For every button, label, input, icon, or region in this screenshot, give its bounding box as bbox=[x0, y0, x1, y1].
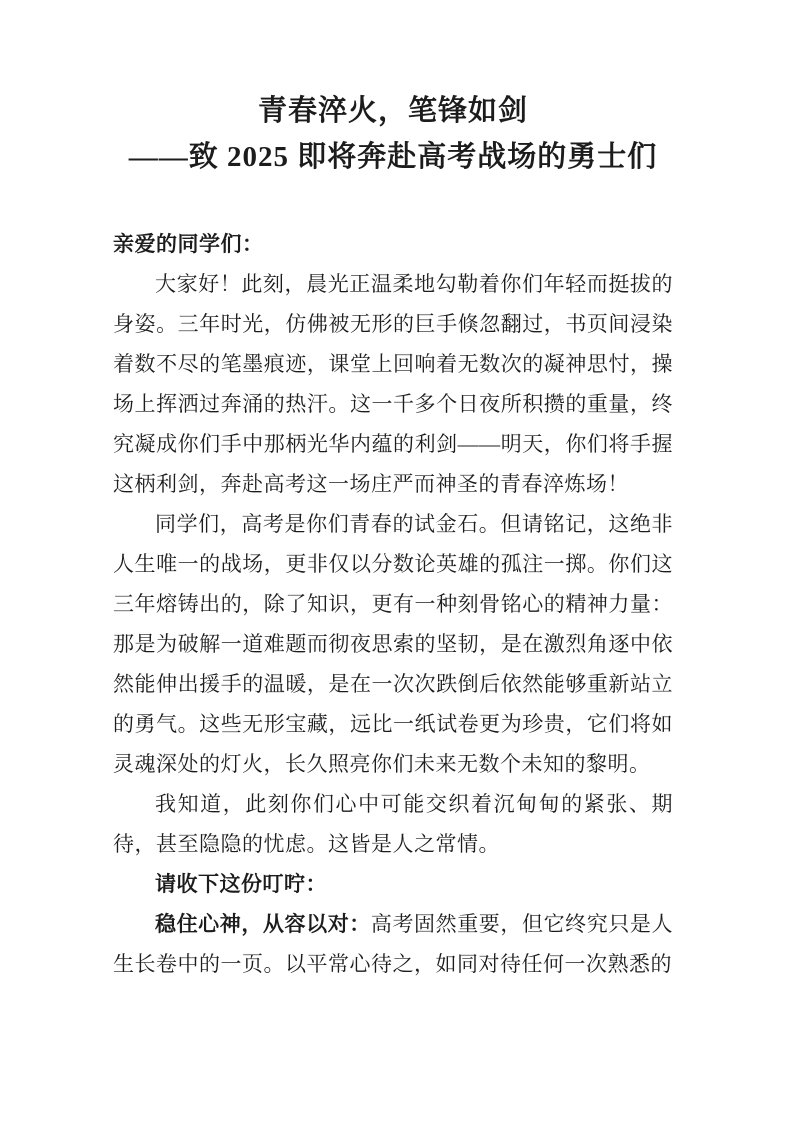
salutation: 亲爱的同学们： bbox=[113, 232, 264, 256]
title-subtitle: ——致 2025 即将奔赴高考战场的勇士们 bbox=[128, 141, 658, 173]
title-main: 青春淬火，笔锋如剑 bbox=[257, 95, 528, 127]
letter-body bbox=[113, 224, 673, 984]
tip-calm-text: 高考固然重要，但它终究只是人生长卷中的一页。以平常心待之，如同对待任何一次熟悉的 bbox=[113, 912, 674, 976]
paragraph-touchstone: 同学们，高考是你们青春的试金石。但请铭记，这绝非人生唯一的战场，更非仅以分数论英雄的孤注一掷。你们这三年熔铸出的，除了知识，更有一种刻骨铭心的精神力量：那是为破解一道难题而彻夜思索的坚韧，是在激烈角逐中依然能伸出援手的温暖，是在一次次跌倒后依然能够重新站立的勇气。这些无形宝藏，远比一纸试卷更为珍贵，它们将如灵魂深处的灯火，长久照亮你们未来无数个未知的黎明。 bbox=[113, 512, 673, 776]
reminder-heading: 请收下这份叮咛： bbox=[155, 872, 327, 896]
paragraph-tip-calm bbox=[113, 904, 673, 984]
paragraph-opening: 大家好！此刻，晨光正温柔地勾勒着你们年轻而挺拔的身姿。三年时光，仿佛被无形的巨手倏忽翻过，书页间浸染着数不尽的笔墨痕迹，课堂上回响着无数次的凝神思忖，操场上挥洒过奔涌的热汗。这一千多个日夜所积攒的重量，终究凝成你们手中那柄光华内蕴的利剑——明天，你们将手握这柄利剑，奔赴高考这一场庄严而神圣的青春淬炼场！ bbox=[113, 272, 673, 496]
tip-calm-lead: 稳住心神，从容以对： bbox=[155, 912, 371, 936]
paragraph-emotions: 我知道，此刻你们心中可能交织着沉甸甸的紧张、期待，甚至隐隐的忧虑。这皆是人之常情。 bbox=[113, 792, 673, 856]
document-title bbox=[113, 88, 673, 180]
